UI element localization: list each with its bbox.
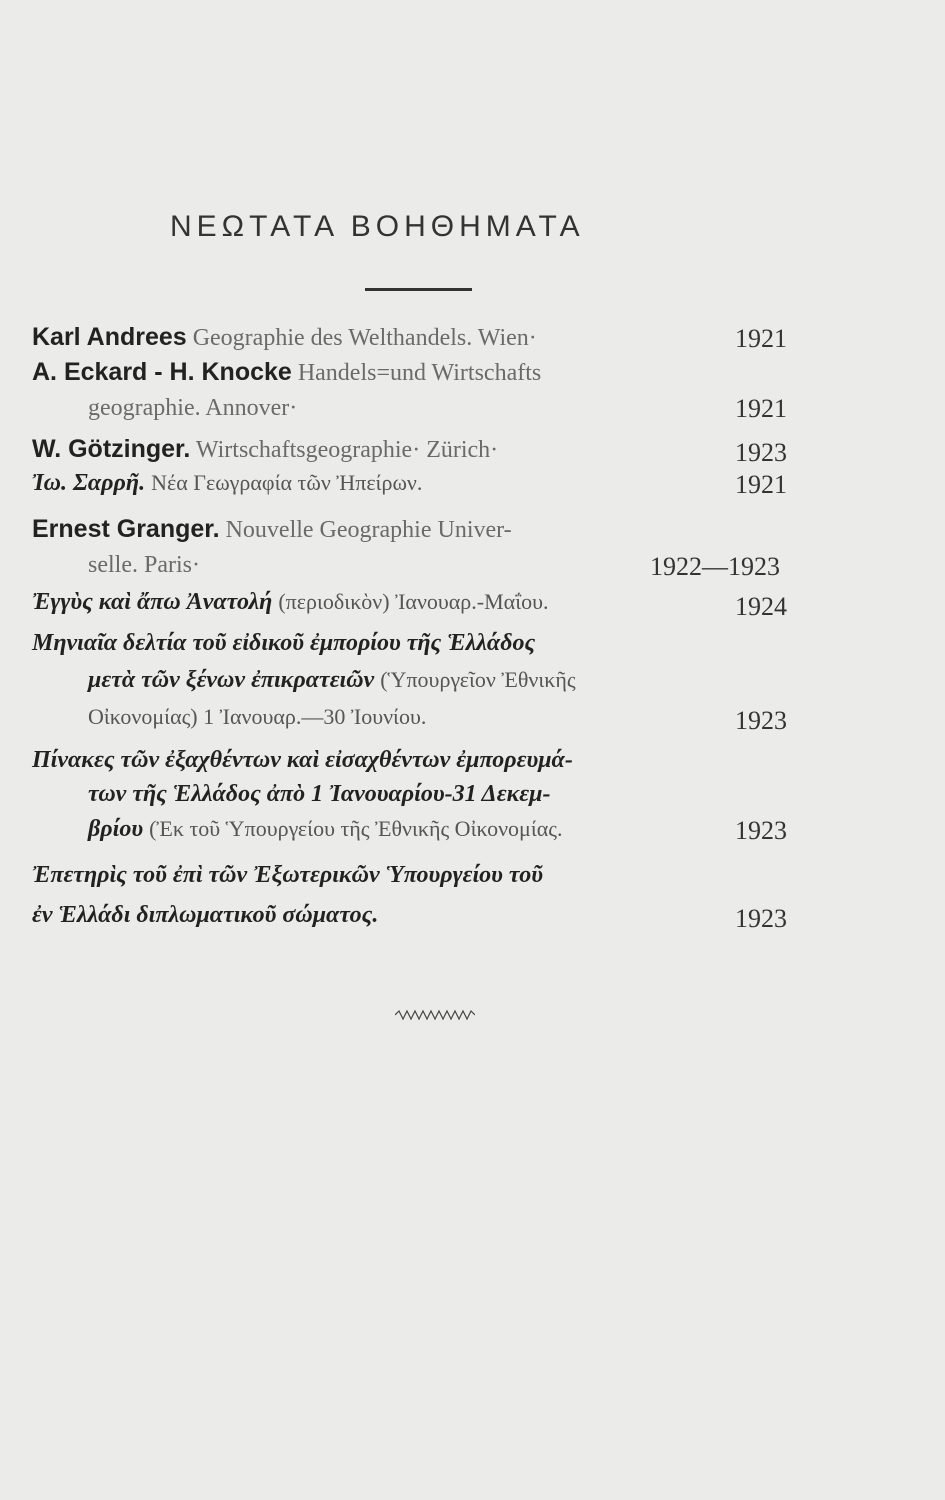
entry-title: Handels=und Wirtschafts [297, 360, 542, 386]
entry-engys-anatoli [32, 587, 549, 617]
entry-year: 1921 [735, 324, 787, 353]
entry-title-continued: Οἰκονομίας) 1 Ἰανουαρ.—30 Ἰουνίου. [88, 704, 427, 729]
entry-title-part: μετὰ τῶν ξένων ἐπικρατειῶν [88, 667, 375, 693]
entry-karl-andrees [32, 322, 537, 353]
heading-divider [365, 288, 472, 291]
entry-year: 1923 [735, 904, 787, 933]
entry-title: Geographie des Welthandels. Wien· [192, 325, 537, 351]
entry-granger [32, 514, 512, 545]
entry-year: 1923 [735, 706, 787, 735]
entry-title-continued: ἐν Ἑλλάδι διπλωματικοῦ σώματος. [32, 902, 379, 928]
entry-title-detail: (Ὑπουργεῖον Ἐθνικῆς [380, 667, 576, 692]
entry-title-continued [88, 814, 563, 844]
entry-pinakes: Πίνακες τῶν ἐξαχθέντων καὶ εἰσαχθέντων ἐμπορευμά- [32, 747, 573, 773]
entry-author: A. Eckard - H. Knocke [32, 358, 292, 386]
entry-year: 1922—1923 [650, 552, 780, 581]
entry-sarri [32, 468, 422, 498]
entry-year: 1923 [735, 816, 787, 845]
entry-author: W. Götzinger. [32, 435, 191, 463]
page-heading: ΝΕΩΤΑΤΑ ΒΟΗΘΗΜΑΤΑ [170, 210, 585, 243]
entry-year: 1921 [735, 394, 787, 423]
entry-title: Νέα Γεωγραφία τῶν Ἠπείρων. [151, 470, 423, 495]
entry-title-detail: (περιοδικὸν) Ἰανουαρ.-Μαΐου. [278, 589, 549, 614]
entry-title: Wirtschaftsgeographie· Zürich· [195, 437, 499, 463]
entry-title-part: βρίου [88, 816, 144, 842]
entry-gotzinger [32, 434, 498, 465]
entry-author: Ἰω. Σαρρῆ. [32, 470, 146, 496]
entry-title-continued: των τῆς Ἑλλάδος ἀπὸ 1 Ἰανουαρίου-31 Δεκεμ- [88, 781, 551, 807]
entry-title-continued: selle. Paris· [88, 552, 200, 578]
entry-year: 1924 [735, 592, 787, 621]
entry-title-detail: (Ἐκ τοῦ Ὑπουργείου τῆς Ἐθνικῆς Οἰκονομίας. [149, 816, 563, 841]
entry-title-continued [88, 665, 576, 695]
entry-title: Nouvelle Geographie Univer- [225, 517, 512, 543]
entry-year: 1923 [735, 438, 787, 467]
entry-title: Ἐγγὺς καὶ ἄπω Ἀνατολή [32, 589, 273, 615]
decorative-wave-ornament [395, 1008, 475, 1022]
entry-author: Ernest Granger. [32, 515, 220, 543]
entry-year: 1921 [735, 470, 787, 499]
entry-title-continued: geographie. Annover· [88, 395, 298, 421]
entry-minaia-deltia: Μηνιαῖα δελτία τοῦ εἰδικοῦ ἐμπορίου τῆς Ἑλλάδος [32, 630, 536, 656]
entry-epetiris: Ἐπετηρὶς τοῦ ἐπὶ τῶν Ἐξωτερικῶν Ὑπουργείου τοῦ [32, 862, 543, 888]
entry-author: Karl Andrees [32, 323, 187, 351]
entry-eckard-knocke [32, 357, 541, 388]
